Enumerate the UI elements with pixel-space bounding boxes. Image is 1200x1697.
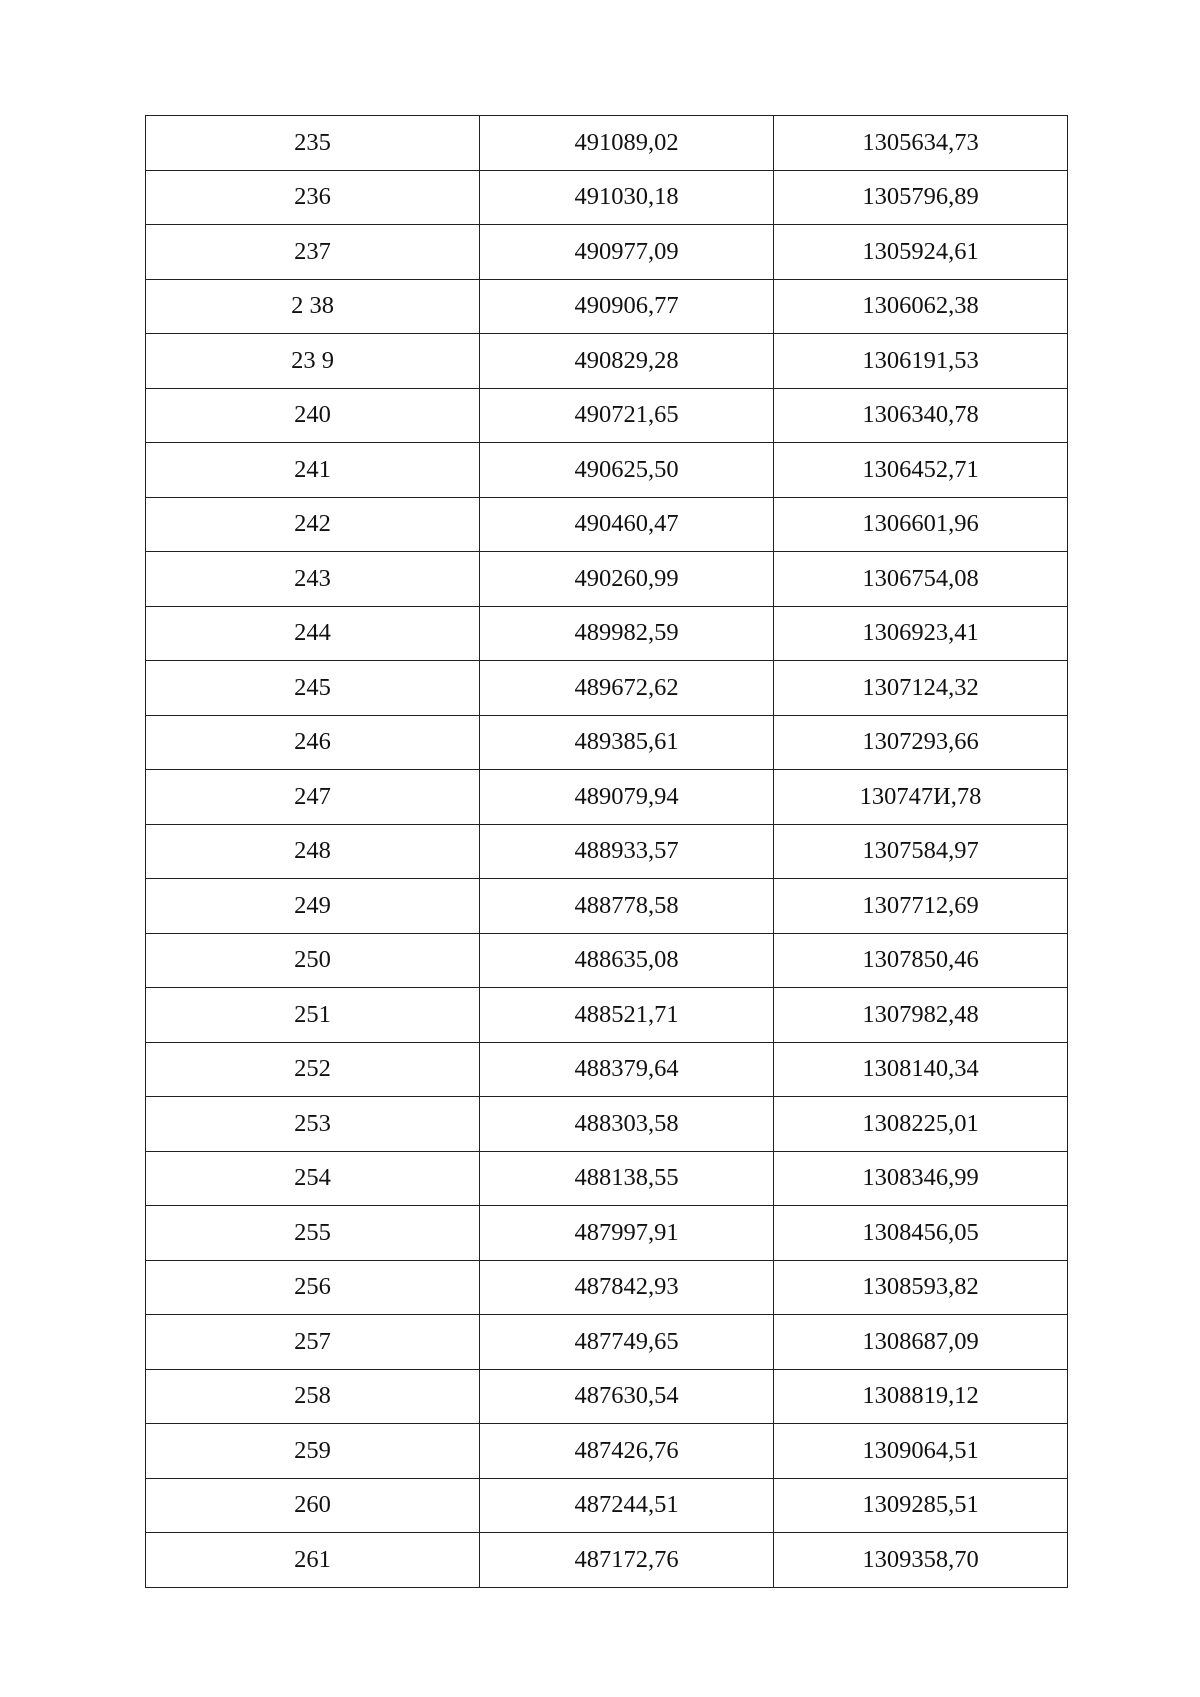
y-coordinate-cell: 1305634,73 bbox=[774, 116, 1068, 171]
table-row bbox=[146, 279, 1068, 334]
table-row bbox=[146, 824, 1068, 879]
table-row bbox=[146, 1315, 1068, 1370]
y-coordinate-cell: 1308819,12 bbox=[774, 1369, 1068, 1424]
table-row bbox=[146, 1260, 1068, 1315]
table-row bbox=[146, 388, 1068, 443]
coordinates-table-body bbox=[146, 116, 1068, 1588]
x-coordinate-cell: 490260,99 bbox=[480, 552, 774, 607]
point-number-cell: 257 bbox=[146, 1315, 480, 1370]
table-row bbox=[146, 770, 1068, 825]
y-coordinate-cell: 1307124,32 bbox=[774, 661, 1068, 716]
y-coordinate-cell: 1306452,71 bbox=[774, 443, 1068, 498]
y-coordinate-cell: 1308593,82 bbox=[774, 1260, 1068, 1315]
x-coordinate-cell: 488521,71 bbox=[480, 988, 774, 1043]
x-coordinate-cell: 490625,50 bbox=[480, 443, 774, 498]
y-coordinate-cell: 1307982,48 bbox=[774, 988, 1068, 1043]
y-coordinate-cell: 1306191,53 bbox=[774, 334, 1068, 389]
table-row bbox=[146, 606, 1068, 661]
x-coordinate-cell: 488635,08 bbox=[480, 933, 774, 988]
x-coordinate-cell: 487842,93 bbox=[480, 1260, 774, 1315]
y-coordinate-cell: 1309358,70 bbox=[774, 1533, 1068, 1588]
point-number-cell: 253 bbox=[146, 1097, 480, 1152]
point-number-cell: 237 bbox=[146, 225, 480, 280]
table-row bbox=[146, 1424, 1068, 1479]
y-coordinate-cell: 1309064,51 bbox=[774, 1424, 1068, 1479]
table-row bbox=[146, 116, 1068, 171]
table-row bbox=[146, 715, 1068, 770]
table-row bbox=[146, 1369, 1068, 1424]
table-row bbox=[146, 443, 1068, 498]
x-coordinate-cell: 488379,64 bbox=[480, 1042, 774, 1097]
x-coordinate-cell: 489385,61 bbox=[480, 715, 774, 770]
point-number-cell: 242 bbox=[146, 497, 480, 552]
y-coordinate-cell: 1305796,89 bbox=[774, 170, 1068, 225]
x-coordinate-cell: 489672,62 bbox=[480, 661, 774, 716]
x-coordinate-cell: 488303,58 bbox=[480, 1097, 774, 1152]
y-coordinate-cell: 1308687,09 bbox=[774, 1315, 1068, 1370]
x-coordinate-cell: 487749,65 bbox=[480, 1315, 774, 1370]
y-coordinate-cell: 1306062,38 bbox=[774, 279, 1068, 334]
table-row bbox=[146, 1151, 1068, 1206]
x-coordinate-cell: 490460,47 bbox=[480, 497, 774, 552]
x-coordinate-cell: 489079,94 bbox=[480, 770, 774, 825]
point-number-cell: 243 bbox=[146, 552, 480, 607]
point-number-cell: 259 bbox=[146, 1424, 480, 1479]
y-coordinate-cell: 1306754,08 bbox=[774, 552, 1068, 607]
table-row bbox=[146, 988, 1068, 1043]
table-row bbox=[146, 933, 1068, 988]
point-number-cell: 245 bbox=[146, 661, 480, 716]
point-number-cell: 244 bbox=[146, 606, 480, 661]
y-coordinate-cell: 1307293,66 bbox=[774, 715, 1068, 770]
point-number-cell: 247 bbox=[146, 770, 480, 825]
x-coordinate-cell: 490906,77 bbox=[480, 279, 774, 334]
y-coordinate-cell: 1308140,34 bbox=[774, 1042, 1068, 1097]
x-coordinate-cell: 490829,28 bbox=[480, 334, 774, 389]
y-coordinate-cell: 1309285,51 bbox=[774, 1478, 1068, 1533]
table-row bbox=[146, 334, 1068, 389]
y-coordinate-cell: 1308456,05 bbox=[774, 1206, 1068, 1261]
table-row bbox=[146, 661, 1068, 716]
x-coordinate-cell: 487172,76 bbox=[480, 1533, 774, 1588]
point-number-cell: 251 bbox=[146, 988, 480, 1043]
table-row bbox=[146, 1478, 1068, 1533]
point-number-cell: 260 bbox=[146, 1478, 480, 1533]
point-number-cell: 240 bbox=[146, 388, 480, 443]
point-number-cell: 249 bbox=[146, 879, 480, 934]
point-number-cell: 23 9 bbox=[146, 334, 480, 389]
y-coordinate-cell: 1306340,78 bbox=[774, 388, 1068, 443]
table-row bbox=[146, 879, 1068, 934]
table-row bbox=[146, 497, 1068, 552]
point-number-cell: 241 bbox=[146, 443, 480, 498]
point-number-cell: 246 bbox=[146, 715, 480, 770]
x-coordinate-cell: 491030,18 bbox=[480, 170, 774, 225]
point-number-cell: 255 bbox=[146, 1206, 480, 1261]
table-row bbox=[146, 1533, 1068, 1588]
point-number-cell: 248 bbox=[146, 824, 480, 879]
point-number-cell: 256 bbox=[146, 1260, 480, 1315]
table-row bbox=[146, 1042, 1068, 1097]
table-row bbox=[146, 170, 1068, 225]
x-coordinate-cell: 490721,65 bbox=[480, 388, 774, 443]
table-row bbox=[146, 225, 1068, 280]
table-row bbox=[146, 1097, 1068, 1152]
x-coordinate-cell: 490977,09 bbox=[480, 225, 774, 280]
point-number-cell: 235 bbox=[146, 116, 480, 171]
point-number-cell: 250 bbox=[146, 933, 480, 988]
y-coordinate-cell: 1307712,69 bbox=[774, 879, 1068, 934]
x-coordinate-cell: 487630,54 bbox=[480, 1369, 774, 1424]
y-coordinate-cell: 1307584,97 bbox=[774, 824, 1068, 879]
x-coordinate-cell: 488933,57 bbox=[480, 824, 774, 879]
y-coordinate-cell: 1308225,01 bbox=[774, 1097, 1068, 1152]
point-number-cell: 258 bbox=[146, 1369, 480, 1424]
table-row bbox=[146, 552, 1068, 607]
point-number-cell: 252 bbox=[146, 1042, 480, 1097]
x-coordinate-cell: 488778,58 bbox=[480, 879, 774, 934]
x-coordinate-cell: 487997,91 bbox=[480, 1206, 774, 1261]
x-coordinate-cell: 488138,55 bbox=[480, 1151, 774, 1206]
y-coordinate-cell: 1308346,99 bbox=[774, 1151, 1068, 1206]
x-coordinate-cell: 487244,51 bbox=[480, 1478, 774, 1533]
point-number-cell: 2 38 bbox=[146, 279, 480, 334]
x-coordinate-cell: 489982,59 bbox=[480, 606, 774, 661]
y-coordinate-cell: 1306601,96 bbox=[774, 497, 1068, 552]
point-number-cell: 254 bbox=[146, 1151, 480, 1206]
x-coordinate-cell: 487426,76 bbox=[480, 1424, 774, 1479]
table-row bbox=[146, 1206, 1068, 1261]
y-coordinate-cell: 1305924,61 bbox=[774, 225, 1068, 280]
x-coordinate-cell: 491089,02 bbox=[480, 116, 774, 171]
y-coordinate-cell: 1307850,46 bbox=[774, 933, 1068, 988]
coordinates-table bbox=[145, 115, 1068, 1588]
y-coordinate-cell: 1306923,41 bbox=[774, 606, 1068, 661]
y-coordinate-cell: 130747И,78 bbox=[774, 770, 1068, 825]
point-number-cell: 261 bbox=[146, 1533, 480, 1588]
point-number-cell: 236 bbox=[146, 170, 480, 225]
